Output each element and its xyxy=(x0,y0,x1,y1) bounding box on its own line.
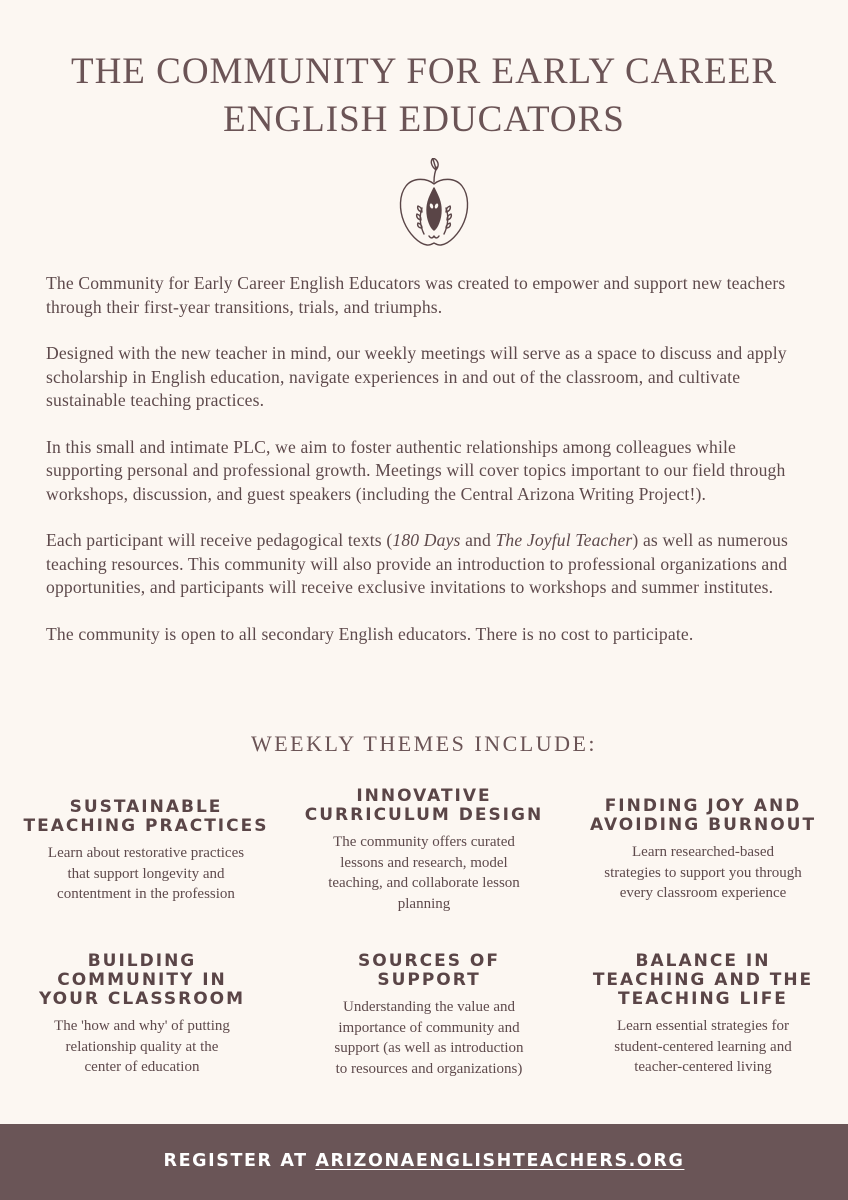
eligibility-paragraph: The community is open to all secondary English educators. There is no cost to participate. xyxy=(46,623,694,644)
theme-sustainable-teaching xyxy=(21,798,271,905)
theme-innovative-curriculum xyxy=(299,787,549,914)
theme-title-line: FINDING JOY AND xyxy=(604,796,802,816)
theme-title-line: YOUR CLASSROOM xyxy=(38,989,246,1009)
theme-title xyxy=(299,787,549,825)
theme-description xyxy=(578,842,828,904)
theme-description-line: center of education xyxy=(84,1059,200,1075)
theme-title-line: INNOVATIVE xyxy=(356,786,492,806)
theme-description-line: teaching, and collaborate lesson xyxy=(328,875,520,891)
register-prefix: REGISTER AT xyxy=(163,1150,316,1171)
theme-description-line: strategies to support you through xyxy=(604,864,802,881)
theme-title-line: CURRICULUM DESIGN xyxy=(304,805,544,825)
theme-description-line: that support longevity and xyxy=(67,865,225,882)
book-title: 180 Days xyxy=(392,530,461,550)
theme-title xyxy=(578,952,828,1009)
theme-building-community xyxy=(17,952,267,1078)
theme-description-line: Learn about restorative practices xyxy=(47,845,245,861)
theme-description xyxy=(299,832,549,914)
theme-description-line: relationship quality at the xyxy=(65,1038,219,1055)
theme-description-line: The community offers curated xyxy=(333,834,515,850)
theme-sources-of-support xyxy=(304,952,554,1079)
register-text xyxy=(164,1151,685,1171)
resources-text: ) as well as numerous teaching resources. This community will also provide an introduction to professional organizations and opportunities, and participants will receive exclusive invitations to workshops and summer institutes. xyxy=(46,530,788,597)
theme-description-line: teacher-centered living xyxy=(634,1059,772,1075)
resources-text: Each participant will receive pedagogical texts ( xyxy=(46,530,393,550)
theme-description-line: Learn researched-based xyxy=(632,844,774,860)
theme-description-line: The 'how and why' of putting xyxy=(54,1018,230,1034)
theme-description-line: support (as well as introduction xyxy=(334,1040,524,1056)
theme-description-line: lessons and research, model xyxy=(340,854,508,871)
resources-text: and xyxy=(460,530,496,550)
theme-description-line: Understanding the value and xyxy=(342,999,516,1015)
intro-paragraph: The Community for Early Career English Educators was created to empower and support new teachers through their first-year transitions, trials, and triumphs. xyxy=(46,273,786,317)
theme-title-line: TEACHING PRACTICES xyxy=(23,816,269,836)
theme-description xyxy=(578,1016,828,1078)
theme-title-line: BALANCE IN xyxy=(635,951,771,971)
theme-title-line: AVOIDING BURNOUT xyxy=(589,815,817,835)
plc-paragraph: In this small and intimate PLC, we aim to foster authentic relationships among colleagues while supporting personal and professional growth. Meetings will cover topics important to our field through workshops, discussion, and guest speakers (including the Central Arizona Writing Project!). xyxy=(46,436,786,504)
resources-paragraph xyxy=(46,529,806,600)
theme-title-line: SUPPORT xyxy=(377,970,481,990)
book-title: The Joyful Teacher xyxy=(495,530,633,550)
footer-banner xyxy=(0,1124,848,1200)
theme-description xyxy=(21,843,271,905)
theme-finding-joy xyxy=(578,797,828,904)
register-link[interactable]: ARIZONAENGLISHTEACHERS.ORG xyxy=(315,1150,685,1171)
theme-title-line: BUILDING xyxy=(87,951,197,971)
theme-description xyxy=(17,1016,267,1078)
theme-title-line: COMMUNITY IN xyxy=(57,970,227,990)
apple-with-leaf-icon xyxy=(397,158,471,250)
theme-title-line: SUSTAINABLE xyxy=(69,797,223,817)
theme-title xyxy=(17,952,267,1009)
themes-heading: WEEKLY THEMES INCLUDE: xyxy=(250,731,598,756)
meetings-paragraph: Designed with the new teacher in mind, our weekly meetings will serve as a space to discuss and apply scholarship in English education, navigate experiences in and out of the classroom, and cultivate sustainable teaching practices. xyxy=(46,343,787,410)
theme-title-line: TEACHING AND THE xyxy=(592,970,814,990)
intro-text xyxy=(46,272,806,669)
theme-description-line: student-centered learning and xyxy=(614,1038,792,1055)
theme-description-line: planning xyxy=(397,895,451,912)
theme-title xyxy=(21,798,271,836)
theme-description xyxy=(304,997,554,1079)
theme-description-line: contentment in the profession xyxy=(57,886,235,902)
page-title xyxy=(0,48,848,144)
theme-title xyxy=(304,952,554,990)
theme-balance-in-teaching xyxy=(578,952,828,1078)
theme-title xyxy=(578,797,828,835)
theme-title-line: SOURCES OF xyxy=(358,951,500,971)
theme-description-line: to resources and organizations) xyxy=(335,1060,523,1077)
theme-description-line: Learn essential strategies for xyxy=(616,1018,789,1034)
page-title-line: ENGLISH EDUCATORS xyxy=(223,99,625,140)
theme-title-line: TEACHING LIFE xyxy=(618,989,788,1009)
page-title-line: THE COMMUNITY FOR EARLY CAREER xyxy=(70,51,777,92)
theme-description-line: importance of community and xyxy=(338,1019,520,1036)
theme-description-line: every classroom experience xyxy=(619,885,787,901)
